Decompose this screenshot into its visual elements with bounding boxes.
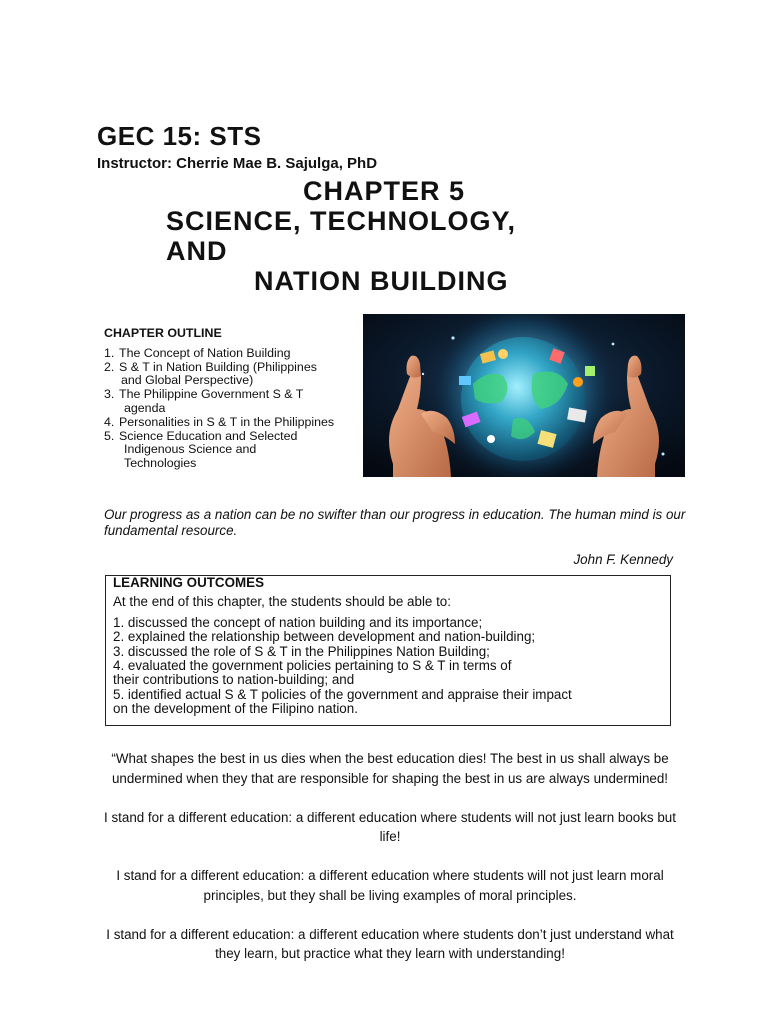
outline-item-number: 3.: [104, 387, 115, 402]
outline-item: [104, 361, 366, 389]
outcome-line: their contributions to nation-building; and: [113, 672, 355, 688]
outline-list: [104, 347, 366, 471]
kennedy-quote: Our progress as a nation can be no swifter than our progress in education. The human mind is our fundamental resource.: [104, 507, 686, 538]
globe-in-hands-illustration: [363, 314, 685, 477]
learning-outcomes-heading: LEARNING OUTCOMES: [113, 575, 265, 590]
chapter-number: CHAPTER 5: [303, 176, 466, 206]
outcome-line: 2. explained the relationship between development and nation-building;: [113, 629, 536, 645]
closing-quote: [95, 749, 685, 983]
chapter-title-line-1: SCIENCE, TECHNOLOGY,: [166, 206, 517, 236]
chapter-title-line-2: AND: [166, 236, 228, 266]
outline-item: [104, 388, 366, 416]
chapter-outline: [104, 327, 366, 471]
outline-item-text: and Global Perspective): [121, 373, 254, 388]
outline-item-number: 2.: [104, 359, 115, 374]
outline-item-text: Science Education and Selected: [119, 428, 298, 443]
outcome-line: on the development of the Filipino nation.: [113, 701, 358, 717]
outline-heading: CHAPTER OUTLINE: [104, 326, 222, 340]
outline-item-number: 4.: [104, 414, 115, 429]
outline-item-text: The Concept of Nation Building: [119, 345, 291, 360]
outline-item: [104, 416, 366, 430]
chapter-title-line-3: NATION BUILDING: [254, 266, 509, 296]
outline-item: [104, 430, 366, 471]
outline-item-number: 1.: [104, 345, 115, 360]
outline-item-text: S & T in Nation Building (Philippines: [119, 359, 317, 374]
course-title: GEC 15: STS: [97, 121, 262, 151]
outline-item-text: The Philippine Government S & T: [119, 387, 304, 402]
outline-item-text: Technologies: [124, 456, 197, 471]
learning-outcomes-intro: At the end of this chapter, the students should be able to:: [113, 594, 451, 610]
outcome-line: 4. evaluated the government policies pertaining to S & T in terms of: [113, 658, 512, 674]
outline-item-text: agenda: [124, 400, 166, 415]
outcome-line: 3. discussed the role of S & T in the Philippines Nation Building;: [113, 643, 490, 659]
learning-outcomes-list: [113, 616, 663, 717]
outline-item: [104, 347, 366, 361]
closing-paragraph: I stand for a different education: a different education where students don’t just understand what they learn, but practice what they learn with understanding!: [106, 926, 674, 961]
instructor-name: Instructor: Cherrie Mae B. Sajulga, PhD: [97, 155, 378, 172]
closing-paragraph: I stand for a different education: a different education where students will not just learn moral principles, but they shall be living examples of moral principles.: [116, 868, 664, 903]
outline-item-number: 5.: [104, 428, 115, 443]
outcome-line: 1. discussed the concept of nation building and its importance;: [113, 614, 483, 630]
outcome-line: 5. identified actual S & T policies of the government and appraise their impact: [113, 686, 572, 702]
outline-item-text: Indigenous Science and: [124, 442, 257, 457]
outline-item-text: Personalities in S & T in the Philippines: [119, 414, 335, 429]
closing-paragraph: “What shapes the best in us dies when the best education dies! The best in us shall always be undermined when they that are responsible for shaping the best in us are always undermined!: [111, 751, 669, 786]
learning-outcomes-box: [105, 575, 671, 726]
closing-paragraph: I stand for a different education: a different education where students will not just learn books but life!: [104, 809, 676, 844]
quote-author: John F. Kennedy: [573, 552, 673, 567]
